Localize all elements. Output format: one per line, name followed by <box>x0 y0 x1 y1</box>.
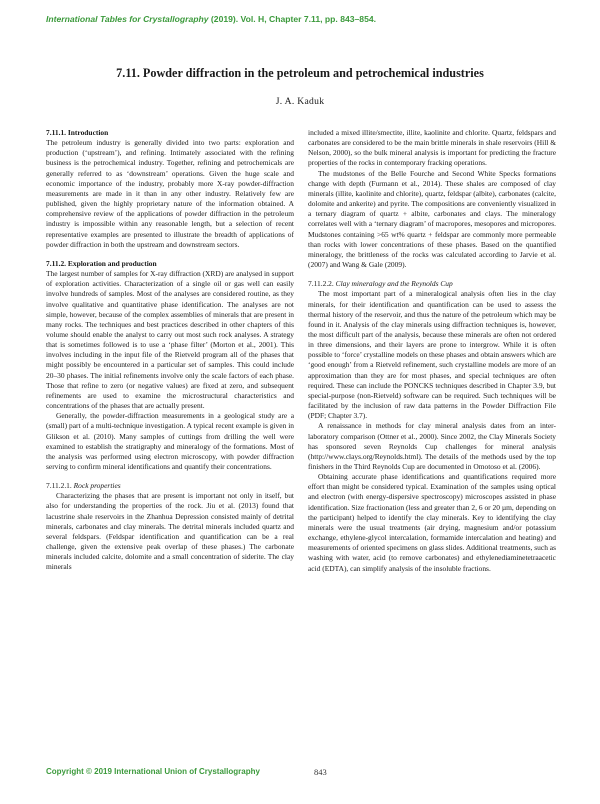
right-column <box>308 128 556 574</box>
left-column <box>46 128 294 573</box>
body-paragraph: The petroleum industry is generally divided into two parts: exploration and production (‘upstream’), and refining. Intimately associated with the refining business is the petrochemical industry. Together, refining and petrochemicals are generally referred to as ‘downstream’ operations. Given the huge scale and economic importance of the industry, probably more X-ray powder-diffraction measurements are made in it than in any other industry. Relatively few are published, given the highly proprietary nature of the information obtained. A comprehensive review of the applications of powder diffraction in the petroleum industry is impossible within any reasonable length, but a selection of recent representative examples are presented to illustrate the breadth of applications of powder diffraction in both the upstream and downstream sectors. <box>46 138 294 249</box>
section-heading: 7.11.2. Exploration and production <box>46 258 157 268</box>
section-gap <box>46 472 294 481</box>
copyright-notice: Copyright © 2019 International Union of Crystallography <box>46 767 260 776</box>
body-paragraph: Characterizing the phases that are present is important not only in itself, but also for understanding the properties of the rock. Jiu et al. (2013) found that lacustrine shale reservoirs in the Zhanhua Depression consisted mainly of detrital minerals, carbonates and clay minerals. The detrital minerals included quartz and several feldspars. (Feldspar identification and quantification can be a real challenge, given the extensive peak overlap of these phases.) The carbonate minerals included calcite, dolomite and a small concentration of siderite. The clay minerals <box>46 491 294 572</box>
body-paragraph: Generally, the powder-diffraction measurements in a geological study are a (small) part of a multi-technique investigation. A typical recent example is given in Glikson et al. (2010). Many samples of cuttings from drilling the well were examined to establish the stratigraphy and mineralogy of the formations. Most of the analysis was performed using electron microscopy, with powder diffraction serving to confirm mineral identifications and quantify their concentrations. <box>46 411 294 471</box>
body-paragraph: included a mixed illite/smectite, illite, kaolinite and chlorite. Quartz, feldspars and carbonates are considered to be the main brittle minerals in shale reservoirs (Hill & Nelson, 2000), so the bulk mineral analysis is important for predicting the fracture properties of the rocks in contemporary fracking operations. <box>308 128 556 168</box>
page-number: 843 <box>314 767 327 777</box>
body-paragraph: A renaissance in methods for clay mineral analysis dates from an inter-laboratory comparison (Ottner et al., 2000). Since 2002, the Clay Minerals Society has sponsored seven Reynolds Cup challenges for mineral analysis (http://www.clays.org/Reynolds.html). The details of the methods used by the top finishers in the Third Reynolds Cup are documented in Omotoso et al. (2006). <box>308 421 556 471</box>
journal-volume: Vol. H, Chapter 7.11, pp. 843–854. <box>240 14 377 24</box>
body-paragraph: Obtaining accurate phase identifications and quantifications required more effort than might be considered typical. Examination of the samples using optical and electron (with energy-dispersive spectroscopy) microscopes assisted in phase identification. Size fractionation (less and greater than 2, 6 or 20 µm, depending on the participant) helped to identify the clay minerals. Key to identifying the clay minerals were the usual treatments (air drying, magnesium and/or potassium exchange, ethylene-glycol intercalation, formamide intercalation and heating) and measurements of oriented specimens on glass slides. Additional treatments, such as washing with water, acid (to remove carbonates) and ethylenediaminetetraacetic acid (EDTA), can simplify analysis of the insoluble fractions. <box>308 472 556 573</box>
journal-header <box>46 14 566 24</box>
section-gap <box>46 250 294 259</box>
body-paragraph: The mudstones of the Belle Fourche and Second White Specks formations change with depth (Furmann et al., 2014). These shales are composed of clay minerals (illite, kaolinite and chlorite), quartz, feldspar (albite), carbonates (calcite, dolomite and ankerite) and pyrite. The compositions are conveniently visualized in a ternary diagram of quartz + albite, carbonates and clays. The mineralogy correlates well with a ‘ternary diagram’ of macropores, mesopores and micropores. Mudstones containing >65 wt% quartz + feldspar are commonly more permeable than rocks with lower concentrations of these phases. Based on the quantified mineralogy, the brittleness of the rocks was calculated according to Jarvie et al. (2007) and Wang & Gale (2009). <box>308 168 556 270</box>
journal-name: International Tables for Crystallography <box>46 14 209 24</box>
author-name: J. A. Kaduk <box>275 96 325 107</box>
subsection-title: Clay mineralogy and the Reynolds Cup <box>335 279 453 289</box>
section-gap <box>308 270 556 279</box>
body-paragraph: The largest number of samples for X-ray diffraction (XRD) are analysed in support of exploration activities. Characterization of a single oil or gas well can easily involve hundreds of samples. Most of the analyses are considered routine, as they involve qualitative and quantitative phase identification. The analyses are not simple, however, because of the complex assemblies of minerals that are present in many rocks. The techniques and best practices described in other chapters of this volume should enable the analyst to carry out most such rock analyses. A strategy that is sometimes followed is to use a ‘phase filter’ (Morton et al., 2001). This involves including in the input file of the Rietveld program all of the phases that might possibly be encountered in a particular set of samples. This could include 20–30 phases. The initial refinements involve only the scale factors of each phase. Those that refine to zero (or negative values) are fixed at zero, and subsequent refinements are used to examine the microstructural characteristics and concentrations of the phases that are actually present. <box>46 269 294 411</box>
journal-year: (2019). <box>210 14 239 24</box>
subsection-title: Rock properties <box>73 481 121 491</box>
chapter-title: 7.11. Powder diffraction in the petroleum and petrochemical industries <box>116 66 484 80</box>
subsection-heading <box>46 481 294 491</box>
subsection-number: 7.11.2.1. <box>46 481 74 491</box>
subsection-heading <box>308 279 556 289</box>
body-paragraph: The most important part of a mineralogical analysis often lies in the clay minerals, for their identification and quantification can be used to assess the thermal history of the reservoir, and thus the nature of the petroleum which may be found in it. Analysis of the clay minerals using diffraction techniques is, however, the most difficult part of the analysis, because these minerals are often not ordered in three dimensions, and their layers are prone to intergrow. While it is often possible to ‘force’ crystalline models on these phases and obtain answers which are ‘good enough’ from a Rietveld refinement, such crystalline models are more of an approximation than they are for most phases, and special techniques are often required. These can include the PONCKS techniques described in Chapter 3.9, but special-purpose (non-Rietveld) software can be required. Such techniques will be facilitated by the inclusion of raw data patterns in the Powder Diffraction File (PDF; Chapter 3.7). <box>308 289 556 421</box>
section-heading: 7.11.1. Introduction <box>46 128 109 137</box>
subsection-number: 7.11.2.2. <box>308 279 336 289</box>
page-footer <box>46 767 566 776</box>
